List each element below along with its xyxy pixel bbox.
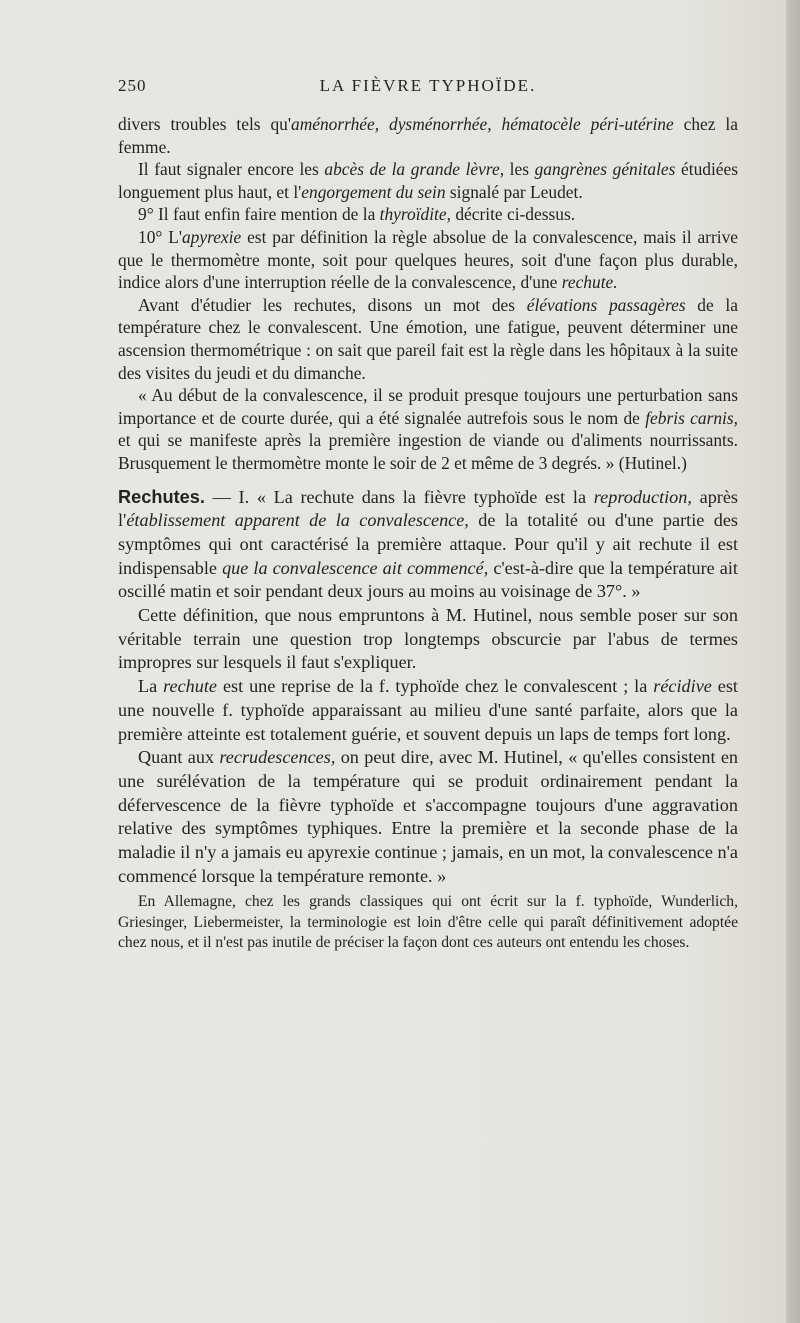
paragraph-1: [118, 113, 738, 158]
italic-text: que la convalescence ait commencé,: [222, 557, 489, 578]
page-edge: [786, 0, 800, 1323]
italic-text: gangrènes génitales: [534, 159, 676, 180]
text: de la température chez le convalescent. Une émotion, une fatigue, peuvent déterminer une ascension thermométrique : on sait que pareil fait est la règle dans les hôpitaux à la suite des visites du jeudi et du dimanche.: [118, 294, 738, 383]
italic-text: aménorrhée, dysménorrhée, hématocèle péri-utérine: [291, 114, 674, 134]
text: après l': [118, 486, 738, 531]
italic-text: reproduction,: [593, 486, 692, 507]
paragraph-allemagne: [118, 892, 738, 954]
text: décrite ci-dessus.: [450, 204, 576, 225]
text: est une nouvelle f. typhoïde apparaissant au milieu d'une santé parfaite, alors que la première atteinte est totalement guérie, et souvent depuis un laps de temps fort long.: [118, 676, 738, 744]
page-header: [118, 76, 738, 100]
text: et qui se manifeste après la première ingestion de viande ou d'aliments nourrissants. Brusquement le thermomètre monte le soir de 2 et même de 3 degrés. » (Hutinel.): [118, 430, 738, 473]
paragraph-5: [118, 294, 738, 384]
italic-text: apyrexie: [181, 226, 242, 247]
text: Cette définition, que nous empruntons à M. Hutinel, nous semble poser sur son véritable terrain une question trop longtemps obscurcie par l'abus de termes impropres sur lesquels il faut s'expliquer.: [118, 605, 738, 673]
page-number: 250: [118, 76, 147, 95]
text: est une reprise de la f. typhoïde chez le convalescent ; la: [217, 676, 654, 697]
italic-text: élévations passagères: [526, 294, 686, 315]
text: Quant aux: [138, 747, 220, 768]
italic-text: récidive: [653, 676, 712, 697]
text: étudiées longuement plus haut, et l': [118, 159, 739, 202]
text: En Allemagne, chez les grands classiques qui ont écrit sur la f. typhoïde, Wunderlich, Griesinger, Liebermeister, la terminologie est loin d'être celle qui paraît définitivement adoptée chez nous, et il n'est pas inutile de préciser la façon dont ces auteurs ont entendu les choses.: [118, 893, 738, 952]
paragraph-rechute-recidive: [118, 675, 738, 746]
italic-text: établissement apparent de la convalescence,: [126, 510, 469, 531]
section-rechutes: [118, 486, 738, 605]
italic-text: rechute: [163, 676, 217, 697]
text: on peut dire, avec M. Hutinel, « qu'elles consistent en une surélévation de la température qui se produit ordinairement pendant la défervescence de la fièvre typhoïde et s'accompagne toujours d'une aggravation relative des symptômes typhiques. Entre la première et la seconde phase de la maladie il n'y a jamais eu apyrexie continue ; jamais, en un mot, la convalescence n'a commencé lorsque la température remonte. »: [118, 747, 738, 886]
text: c'est-à-dire que la température ait oscillé matin et soir pendant deux jours au moins au voisinage de 37°. »: [118, 557, 738, 602]
text: chez la femme.: [118, 114, 738, 157]
text: est par définition la règle absolue de la convalescence, mais il arrive que le thermomètre monte, soit pour quelques heures, soit d'une façon plus durable, indice alors d'une interruption réelle de la convalescence, d'une: [118, 226, 739, 293]
italic-text: febris carnis,: [645, 407, 738, 428]
paragraph-definition: [118, 604, 738, 675]
section-heading: Rechutes.: [118, 486, 205, 507]
paragraph-recrudescences: [118, 746, 738, 888]
italic-text: recrudescences,: [219, 747, 336, 768]
text: Il faut signaler encore les: [138, 159, 325, 180]
italic-text: rechute.: [561, 272, 618, 293]
text: 10° L': [138, 226, 182, 247]
italic-text: abcès de la grande lèvre,: [324, 159, 505, 180]
text: « Au début de la convalescence, il se produit presque toujours une perturbation sans importance et de courte durée, qui a été signalée autrefois sous le nom de: [118, 385, 738, 428]
text: Avant d'étudier les rechutes, disons un mot des: [138, 294, 527, 315]
text: divers troubles tels qu': [118, 114, 292, 134]
paragraph-6: [118, 384, 738, 474]
paragraph-3: [118, 203, 738, 226]
text: signalé par Leudet.: [445, 181, 583, 202]
italic-text: thyroïdite,: [379, 204, 451, 225]
running-title: LA FIÈVRE TYPHOÏDE.: [319, 76, 537, 95]
paragraph-4: [118, 226, 738, 294]
italic-text: engorgement du sein: [301, 181, 446, 202]
text: La: [138, 676, 164, 697]
paragraph-2: [118, 158, 738, 203]
text: de la totalité ou d'une partie des symptômes qui ont caractérisé la première attaque. Pour qu'il y ait rechute il est indispensable: [118, 510, 738, 578]
text: les: [504, 159, 535, 180]
text: — I. « La rechute dans la fièvre typhoïde est la: [204, 486, 594, 507]
text: 9° Il faut enfin faire mention de la: [138, 204, 380, 225]
text-body: [118, 113, 738, 954]
